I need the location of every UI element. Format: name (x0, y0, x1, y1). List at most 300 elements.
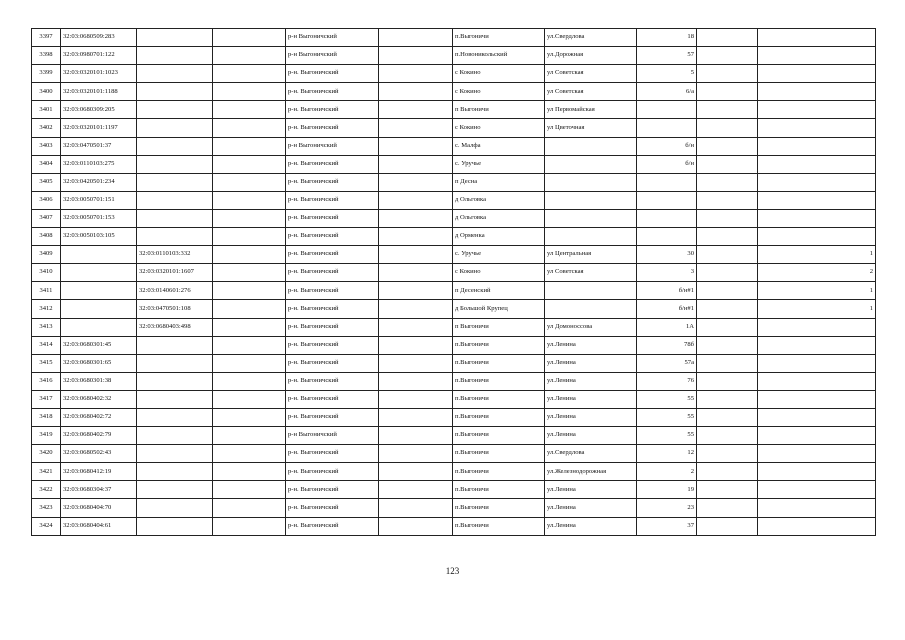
cell-empty (697, 282, 758, 300)
cell-cadastral-number-alt (137, 101, 213, 119)
cell-street: ул Советская (545, 65, 637, 83)
cell-row-number: 3405 (32, 173, 61, 191)
cell-house: 30 (637, 246, 697, 264)
cell-house: 55 (637, 408, 697, 426)
table-row (32, 191, 876, 209)
cell-settlement: п.Выгоничи (453, 390, 545, 408)
cell-cadastral-number-alt (137, 137, 213, 155)
cell-street (545, 300, 637, 318)
cell-district: р-н. Выгоничский (286, 191, 379, 209)
cell-cadastral-number-alt (137, 155, 213, 173)
cell-row-number: 3406 (32, 191, 61, 209)
cell-row-number: 3397 (32, 29, 61, 47)
cell-district: р-н. Выгоничский (286, 228, 379, 246)
cell-extra: 1 (758, 300, 876, 318)
cell-cadastral-number: 32:03:0320101:1188 (61, 83, 137, 101)
cell-cadastral-number-alt (137, 83, 213, 101)
cell-house: 18 (637, 29, 697, 47)
cell-empty (697, 65, 758, 83)
table-row (32, 119, 876, 137)
cell-row-number: 3419 (32, 427, 61, 445)
cell-settlement: п.Выгоничи (453, 499, 545, 517)
table-row (32, 390, 876, 408)
cell-empty (213, 390, 286, 408)
cell-cadastral-number: 32:03:0680404:61 (61, 517, 137, 535)
cell-row-number: 3413 (32, 318, 61, 336)
page-number: 123 (445, 566, 460, 576)
cell-empty (697, 354, 758, 372)
cell-empty (379, 427, 453, 445)
cell-empty (379, 318, 453, 336)
cell-cadastral-number-alt (137, 47, 213, 65)
cell-cadastral-number: 32:03:0110103:275 (61, 155, 137, 173)
cell-cadastral-number-alt (137, 228, 213, 246)
cell-street: ул.Свердлова (545, 29, 637, 47)
cell-house: 12 (637, 445, 697, 463)
cell-empty (697, 390, 758, 408)
cell-empty (379, 47, 453, 65)
cell-empty (379, 354, 453, 372)
cell-cadastral-number-alt (137, 209, 213, 227)
cell-cadastral-number: 32:03:0680404:70 (61, 499, 137, 517)
cell-empty (213, 101, 286, 119)
cell-district: р-н. Выгоничский (286, 517, 379, 535)
cell-cadastral-number-alt (137, 408, 213, 426)
cell-row-number: 3399 (32, 65, 61, 83)
cell-empty (213, 119, 286, 137)
cell-settlement: д Орменка (453, 228, 545, 246)
cell-cadastral-number: 32:03:0680412:19 (61, 463, 137, 481)
cell-empty (213, 47, 286, 65)
cell-empty (379, 372, 453, 390)
cell-settlement: с Кокино (453, 65, 545, 83)
cell-empty (379, 29, 453, 47)
cell-empty (379, 191, 453, 209)
cell-district: р-н. Выгоничский (286, 354, 379, 372)
cell-extra (758, 390, 876, 408)
cell-row-number: 3403 (32, 137, 61, 155)
cell-empty (213, 228, 286, 246)
cell-empty (213, 282, 286, 300)
cell-district: р-н. Выгоничский (286, 119, 379, 137)
cell-settlement: п Выгоничи (453, 318, 545, 336)
cell-street: ул.Свердлова (545, 445, 637, 463)
cell-district: р-н. Выгоничский (286, 408, 379, 426)
cell-empty (379, 173, 453, 191)
cell-empty (697, 228, 758, 246)
cell-district: р-н. Выгоничский (286, 264, 379, 282)
table-row (32, 246, 876, 264)
cell-row-number: 3400 (32, 83, 61, 101)
cell-row-number: 3417 (32, 390, 61, 408)
cell-row-number: 3421 (32, 463, 61, 481)
cell-cadastral-number: 32:03:0680309:205 (61, 101, 137, 119)
cell-settlement: п.Выгоничи (453, 336, 545, 354)
cell-cadastral-number-alt (137, 517, 213, 535)
cell-empty (697, 209, 758, 227)
cell-settlement: п.Выгоничи (453, 29, 545, 47)
cell-extra (758, 445, 876, 463)
cell-row-number: 3410 (32, 264, 61, 282)
cell-street: ул Центральная (545, 246, 637, 264)
cell-cadastral-number-alt (137, 65, 213, 83)
cell-settlement: п.Выгоничи (453, 445, 545, 463)
table-row (32, 47, 876, 65)
cell-cadastral-number: 32:03:0680402:32 (61, 390, 137, 408)
cell-empty (379, 499, 453, 517)
table-row (32, 137, 876, 155)
cell-empty (213, 65, 286, 83)
cell-cadastral-number-alt (137, 372, 213, 390)
cell-street: ул.Ленина (545, 517, 637, 535)
cell-district: р-н. Выгоничский (286, 209, 379, 227)
cell-settlement: с Кокино (453, 83, 545, 101)
cell-row-number: 3402 (32, 119, 61, 137)
table-row (32, 264, 876, 282)
cell-street: ул Цветочная (545, 119, 637, 137)
cell-district: р-н. Выгоничский (286, 336, 379, 354)
cell-empty (697, 499, 758, 517)
cell-street: ул.Ленина (545, 427, 637, 445)
cell-street: ул.Ленина (545, 499, 637, 517)
cell-empty (379, 137, 453, 155)
cell-empty (697, 155, 758, 173)
cell-extra (758, 336, 876, 354)
cell-empty (213, 191, 286, 209)
cell-cadastral-number-alt (137, 481, 213, 499)
cell-house (637, 101, 697, 119)
cell-empty (379, 264, 453, 282)
cell-cadastral-number: 32:03:0680301:38 (61, 372, 137, 390)
cell-cadastral-number-alt (137, 499, 213, 517)
cell-cadastral-number-alt (137, 427, 213, 445)
cell-district: р-н Выгоничский (286, 137, 379, 155)
cell-cadastral-number (61, 300, 137, 318)
cell-empty (379, 228, 453, 246)
table-row (32, 29, 876, 47)
cell-empty (697, 372, 758, 390)
cell-extra: 1 (758, 282, 876, 300)
cell-empty (213, 427, 286, 445)
cell-street (545, 173, 637, 191)
cell-settlement: с. Уручье (453, 246, 545, 264)
table-row (32, 481, 876, 499)
table-row (32, 427, 876, 445)
cell-district: р-н. Выгоничский (286, 83, 379, 101)
cell-row-number: 3418 (32, 408, 61, 426)
cell-extra (758, 354, 876, 372)
cell-empty (213, 354, 286, 372)
cell-extra (758, 191, 876, 209)
cell-row-number: 3423 (32, 499, 61, 517)
cell-district: р-н Выгоничский (286, 47, 379, 65)
cell-extra (758, 463, 876, 481)
cell-cadastral-number-alt: 32:03:0470501:108 (137, 300, 213, 318)
cell-house: 5 (637, 65, 697, 83)
cell-settlement: п.Выгоничи (453, 408, 545, 426)
cell-extra (758, 47, 876, 65)
cell-cadastral-number: 32:03:0420501:234 (61, 173, 137, 191)
cell-empty (213, 445, 286, 463)
cell-empty (213, 209, 286, 227)
cell-extra (758, 499, 876, 517)
cell-extra (758, 427, 876, 445)
cell-cadastral-number (61, 264, 137, 282)
cell-cadastral-number-alt: 32:03:0680403:498 (137, 318, 213, 336)
cell-empty (697, 246, 758, 264)
cell-street (545, 282, 637, 300)
table-row (32, 517, 876, 535)
cell-house: 6/а (637, 83, 697, 101)
cell-extra (758, 83, 876, 101)
cell-settlement: п.Выгоничи (453, 427, 545, 445)
cell-empty (379, 463, 453, 481)
cell-cadastral-number-alt: 32:03:0140601:276 (137, 282, 213, 300)
cell-cadastral-number-alt (137, 354, 213, 372)
cell-row-number: 3424 (32, 517, 61, 535)
cell-district: р-н. Выгоничский (286, 463, 379, 481)
cell-street: ул.Железнодорожная (545, 463, 637, 481)
cell-cadastral-number-alt (137, 173, 213, 191)
cell-empty (697, 29, 758, 47)
cell-row-number: 3398 (32, 47, 61, 65)
cell-empty (379, 481, 453, 499)
cell-empty (213, 481, 286, 499)
cell-empty (697, 47, 758, 65)
cell-extra: 1 (758, 246, 876, 264)
cell-cadastral-number (61, 282, 137, 300)
cell-empty (379, 336, 453, 354)
cell-district: р-н. Выгоничский (286, 65, 379, 83)
cell-cadastral-number: 32:03:0680502:43 (61, 445, 137, 463)
cell-district: р-н. Выгоничский (286, 300, 379, 318)
cell-cadastral-number: 32:03:0050701:151 (61, 191, 137, 209)
cell-extra (758, 228, 876, 246)
table-row (32, 318, 876, 336)
cell-empty (213, 499, 286, 517)
cell-empty (379, 282, 453, 300)
cell-street: ул Первомайская (545, 101, 637, 119)
cell-house: 3 (637, 264, 697, 282)
cell-row-number: 3422 (32, 481, 61, 499)
cell-extra (758, 372, 876, 390)
cell-empty (697, 427, 758, 445)
cell-street: ул.Ленина (545, 408, 637, 426)
cell-house (637, 209, 697, 227)
cell-street: ул Советская (545, 264, 637, 282)
cell-extra (758, 119, 876, 137)
cell-cadastral-number: 32:03:0050103:105 (61, 228, 137, 246)
cell-empty (697, 318, 758, 336)
cell-cadastral-number: 32:03:0680402:72 (61, 408, 137, 426)
cell-empty (697, 336, 758, 354)
table-row (32, 65, 876, 83)
table-row (32, 101, 876, 119)
cell-street: ул.Ленина (545, 336, 637, 354)
cell-empty (213, 173, 286, 191)
cell-cadastral-number: 32:03:0320101:1197 (61, 119, 137, 137)
cell-settlement: с. Уручье (453, 155, 545, 173)
cell-extra (758, 29, 876, 47)
cell-house: б/н#1 (637, 282, 697, 300)
cell-cadastral-number-alt (137, 463, 213, 481)
cell-extra (758, 173, 876, 191)
cell-empty (697, 463, 758, 481)
cell-house: 57а (637, 354, 697, 372)
table-row (32, 463, 876, 481)
cell-house: 55 (637, 390, 697, 408)
table-row (32, 282, 876, 300)
cell-district: р-н. Выгоничский (286, 173, 379, 191)
cell-settlement: п.Новоникольский (453, 47, 545, 65)
cell-cadastral-number: 32:03:0980701:122 (61, 47, 137, 65)
cell-house (637, 119, 697, 137)
cell-extra (758, 318, 876, 336)
table-row (32, 372, 876, 390)
table-row (32, 209, 876, 227)
cell-extra (758, 481, 876, 499)
cell-district: р-н. Выгоничский (286, 101, 379, 119)
cell-cadastral-number: 32:03:0680304:37 (61, 481, 137, 499)
cell-empty (213, 318, 286, 336)
cell-extra (758, 65, 876, 83)
cell-house: б/н (637, 137, 697, 155)
table-row (32, 336, 876, 354)
cell-district: р-н. Выгоничский (286, 499, 379, 517)
cell-cadastral-number-alt (137, 336, 213, 354)
cell-empty (213, 29, 286, 47)
cell-district: р-н. Выгоничский (286, 390, 379, 408)
cell-cadastral-number: 32:03:0320101:1023 (61, 65, 137, 83)
cell-settlement: д Ольговка (453, 191, 545, 209)
cell-empty (697, 191, 758, 209)
cell-cadastral-number: 32:03:0680509:283 (61, 29, 137, 47)
cell-district: р-н. Выгоничский (286, 282, 379, 300)
cell-cadastral-number: 32:03:0680402:79 (61, 427, 137, 445)
cell-empty (697, 173, 758, 191)
cell-street: ул Домоноссова (545, 318, 637, 336)
cell-cadastral-number-alt (137, 191, 213, 209)
cell-house: 19 (637, 481, 697, 499)
cell-house (637, 191, 697, 209)
cell-empty (213, 155, 286, 173)
cell-row-number: 3401 (32, 101, 61, 119)
cell-row-number: 3414 (32, 336, 61, 354)
cell-street (545, 191, 637, 209)
cell-settlement: с Кокино (453, 264, 545, 282)
cell-street: ул.Ленина (545, 372, 637, 390)
cell-house: 2 (637, 463, 697, 481)
cell-row-number: 3407 (32, 209, 61, 227)
cell-empty (213, 463, 286, 481)
cell-cadastral-number-alt (137, 29, 213, 47)
cell-house: 23 (637, 499, 697, 517)
cell-extra: 2 (758, 264, 876, 282)
cell-street: ул Советская (545, 83, 637, 101)
cell-cadastral-number-alt (137, 390, 213, 408)
cell-cadastral-number: 32:03:0050701:153 (61, 209, 137, 227)
cell-street (545, 155, 637, 173)
cell-empty (697, 445, 758, 463)
cell-extra (758, 137, 876, 155)
cell-empty (697, 264, 758, 282)
cell-extra (758, 155, 876, 173)
cell-street: ул.Ленина (545, 481, 637, 499)
cell-empty (697, 137, 758, 155)
cell-street: ул.Ленина (545, 390, 637, 408)
cell-settlement: с. Малфа (453, 137, 545, 155)
cell-empty (379, 155, 453, 173)
cell-district: р-н. Выгоничский (286, 155, 379, 173)
cell-empty (697, 101, 758, 119)
cell-empty (379, 65, 453, 83)
cell-empty (213, 137, 286, 155)
table-row (32, 173, 876, 191)
cell-street: ул.Дорожная (545, 47, 637, 65)
cell-row-number: 3420 (32, 445, 61, 463)
cell-empty (697, 119, 758, 137)
cell-street (545, 228, 637, 246)
cell-street: ул.Ленина (545, 354, 637, 372)
cell-empty (213, 517, 286, 535)
cell-row-number: 3416 (32, 372, 61, 390)
cell-empty (697, 83, 758, 101)
cell-empty (379, 83, 453, 101)
cell-row-number: 3409 (32, 246, 61, 264)
cell-house: 55 (637, 427, 697, 445)
cell-extra (758, 101, 876, 119)
cell-district: р-н Выгоничский (286, 427, 379, 445)
cell-settlement: с Кокино (453, 119, 545, 137)
cell-row-number: 3408 (32, 228, 61, 246)
cell-empty (379, 390, 453, 408)
cell-house: 57 (637, 47, 697, 65)
cell-house: 37 (637, 517, 697, 535)
cell-settlement: п Выгоничи (453, 101, 545, 119)
cell-settlement: д Большой Крупец (453, 300, 545, 318)
cell-cadastral-number: 32:03:0680301:45 (61, 336, 137, 354)
cell-cadastral-number-alt: 32:03:0320101:1607 (137, 264, 213, 282)
cell-empty (379, 445, 453, 463)
cell-empty (697, 300, 758, 318)
cell-row-number: 3411 (32, 282, 61, 300)
cell-house: 78б (637, 336, 697, 354)
table-row (32, 354, 876, 372)
table-row (32, 83, 876, 101)
table-row (32, 300, 876, 318)
cell-district: р-н. Выгоничский (286, 372, 379, 390)
cell-district: р-н Выгоничский (286, 29, 379, 47)
cell-row-number: 3404 (32, 155, 61, 173)
cell-empty (213, 336, 286, 354)
cell-empty (213, 246, 286, 264)
table-row (32, 228, 876, 246)
cell-empty (379, 517, 453, 535)
cell-settlement: п.Выгоничи (453, 481, 545, 499)
cell-empty (379, 300, 453, 318)
cell-settlement: п.Выгоничи (453, 463, 545, 481)
cell-house (637, 228, 697, 246)
cell-row-number: 3415 (32, 354, 61, 372)
cell-cadastral-number (61, 246, 137, 264)
cell-settlement: п Десна (453, 173, 545, 191)
cell-settlement: п.Выгоничи (453, 354, 545, 372)
cell-district: р-н. Выгоничский (286, 481, 379, 499)
registry-table-body (32, 29, 876, 536)
table-row (32, 499, 876, 517)
cell-empty (213, 300, 286, 318)
cell-empty (213, 83, 286, 101)
